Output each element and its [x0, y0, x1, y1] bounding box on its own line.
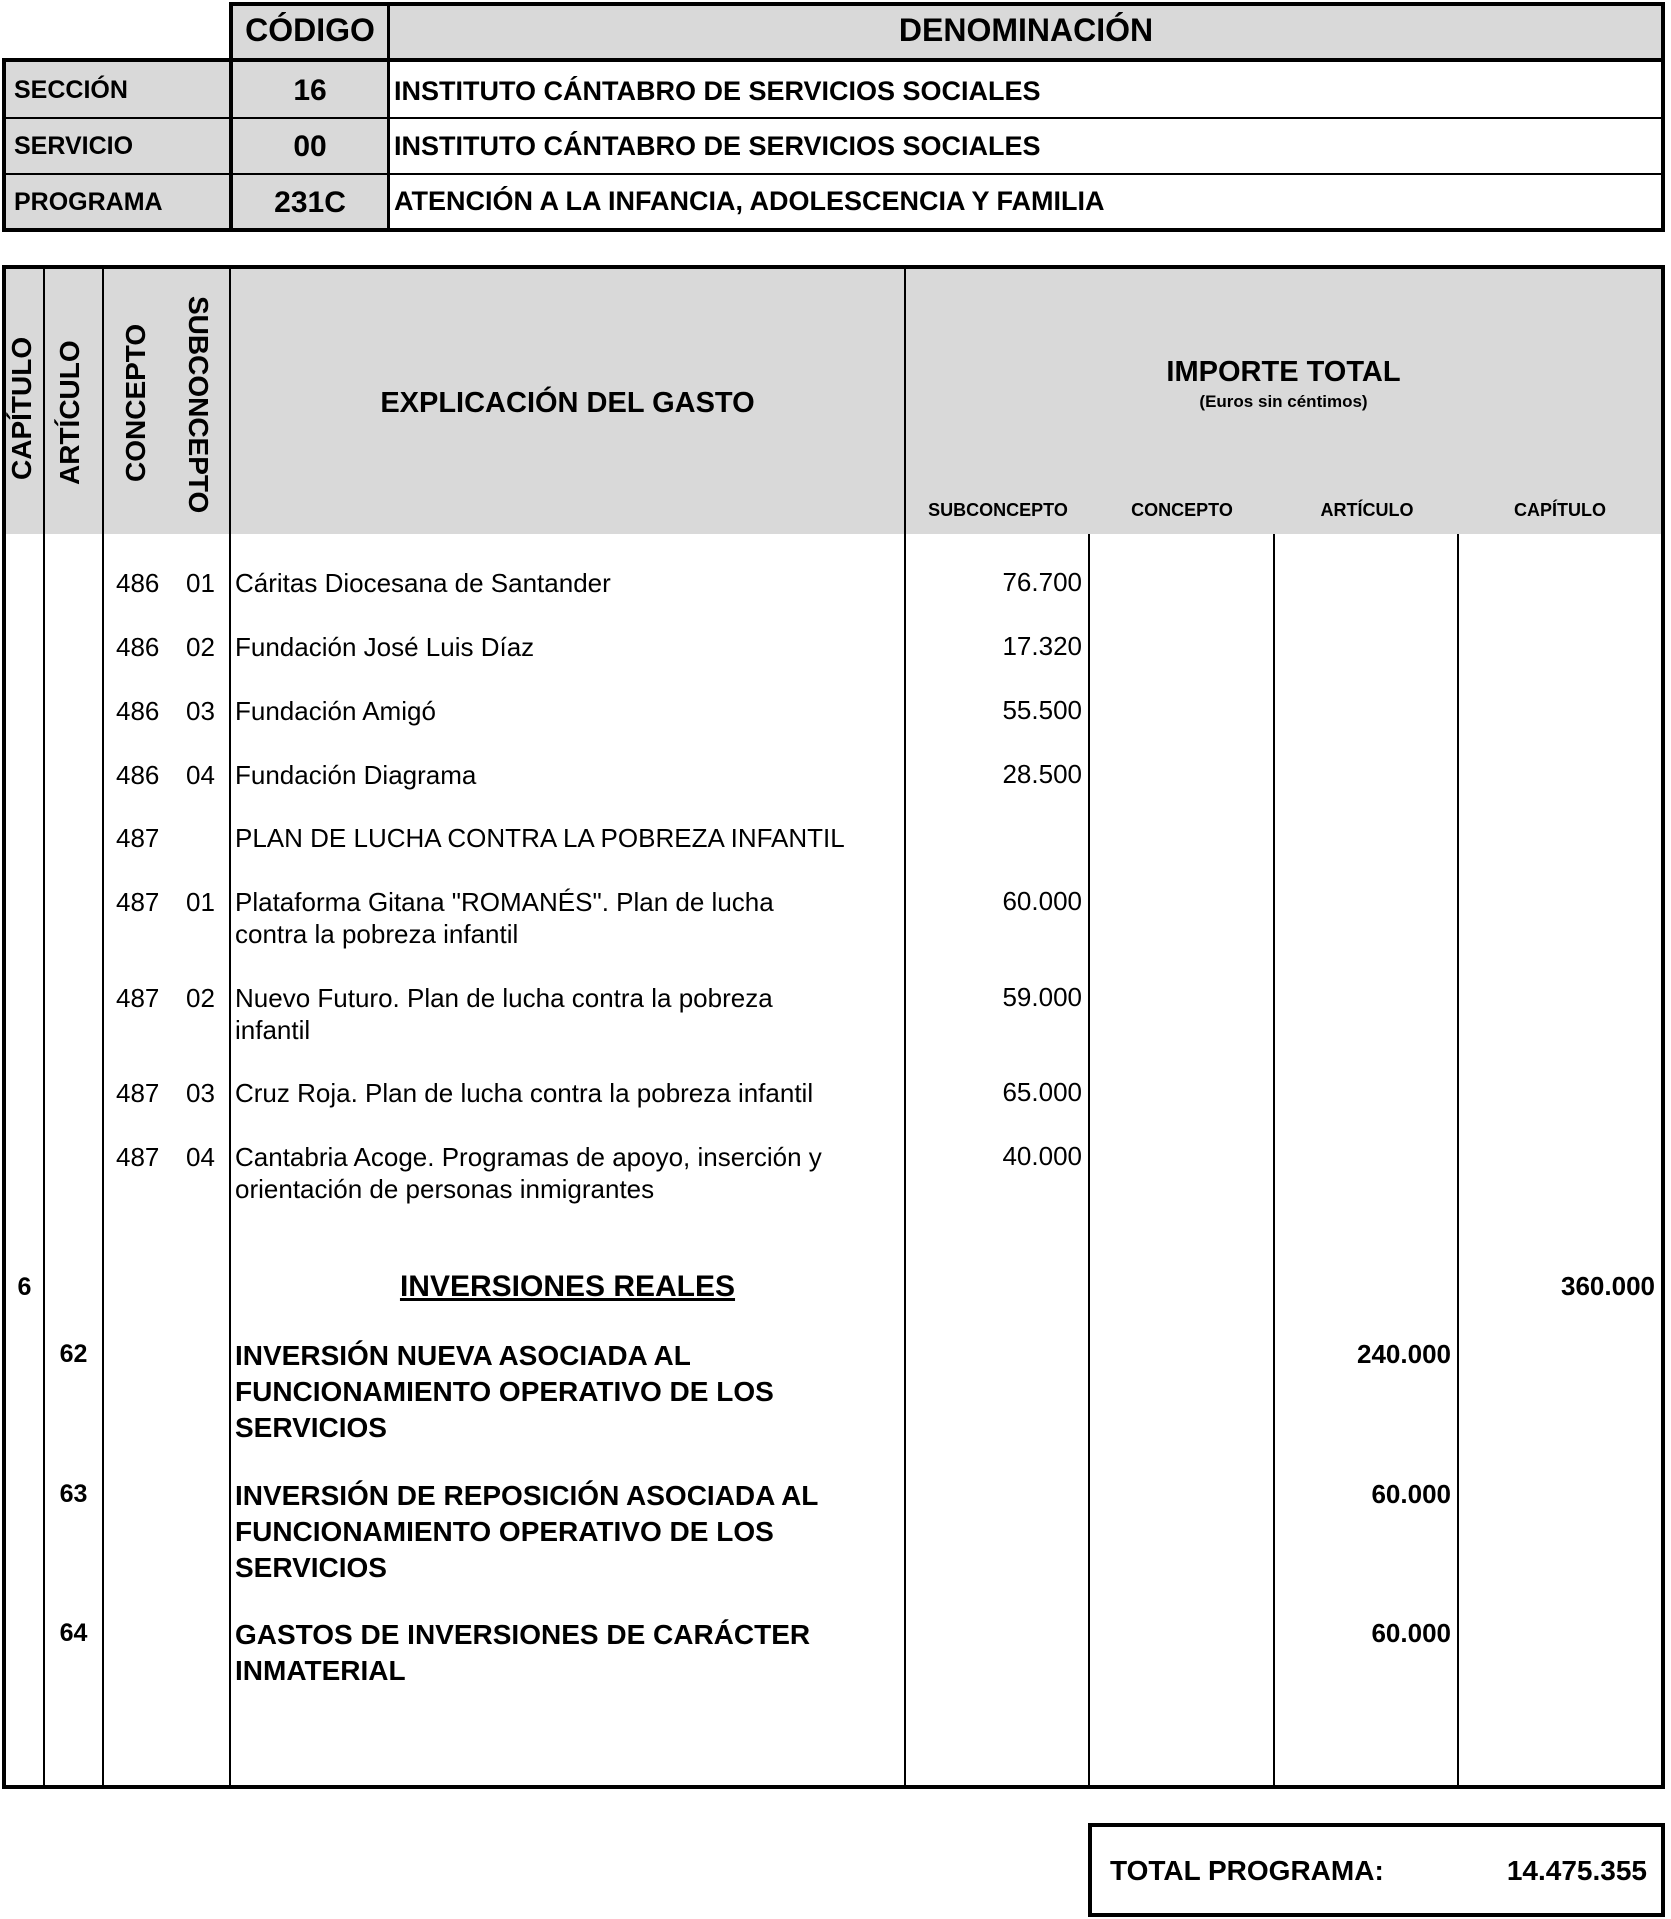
- amount-cell: 65.000: [1002, 1077, 1082, 1107]
- seccion-label: SECCIÓN: [14, 76, 128, 104]
- subconcepto-cell: 01: [186, 568, 215, 598]
- concepto-cell: 487: [116, 1142, 160, 1172]
- articulo-title: INVERSIÓN NUEVA ASOCIADA AL FUNCIONAMIENTO OPERATIVO DE LOS SERVICIOS: [235, 1340, 774, 1443]
- importe-total-header: IMPORTE TOTAL: [1166, 356, 1401, 388]
- articulo-amount: 60.000: [1371, 1479, 1451, 1509]
- subconcepto-cell: 04: [186, 760, 215, 790]
- subconcepto-header: SUBCONCEPTO: [183, 296, 214, 514]
- articulo-title: INVERSIÓN DE REPOSICIÓN ASOCIADA AL FUNCIONAMIENTO OPERATIVO DE LOS SERVICIOS: [235, 1480, 819, 1583]
- subconcepto-cell: 03: [186, 1078, 215, 1108]
- capitulo-amount: 360.000: [1561, 1271, 1655, 1301]
- programa-label: PROGRAMA: [14, 188, 163, 216]
- amount-cell: 28.500: [1002, 759, 1082, 789]
- explicacion-header: EXPLICACIÓN DEL GASTO: [380, 387, 755, 419]
- articulo-amount-header: ARTÍCULO: [1320, 500, 1414, 520]
- amount-cell: 60.000: [1002, 886, 1082, 916]
- amount-cell: 40.000: [1002, 1141, 1082, 1171]
- servicio-code: 00: [293, 130, 327, 163]
- codigo-header: CÓDIGO: [245, 12, 375, 48]
- importe-total-subtitle: (Euros sin céntimos): [1199, 392, 1368, 411]
- explicacion-cell: Fundación Amigó: [235, 696, 436, 726]
- subconcepto-cell: 02: [186, 632, 215, 662]
- concepto-cell: 486: [116, 696, 160, 726]
- concepto-cell: 486: [116, 632, 160, 662]
- amount-cell: 55.500: [1002, 695, 1082, 725]
- explicacion-cell: Plataforma Gitana "ROMANÉS". Plan de lucha contra la pobreza infantil: [235, 887, 774, 949]
- seccion-name: INSTITUTO CÁNTABRO DE SERVICIOS SOCIALES: [394, 76, 1041, 106]
- subconcepto-cell: 01: [186, 887, 215, 917]
- amount-cell: 17.320: [1002, 631, 1082, 661]
- amount-cell: 59.000: [1002, 982, 1082, 1012]
- capitulo-amount-header: CAPÍTULO: [1514, 500, 1606, 520]
- total-value: 14.475.355: [1506, 1855, 1647, 1886]
- subconcepto-cell: 03: [186, 696, 215, 726]
- amount-cell: 76.700: [1002, 567, 1082, 597]
- seccion-code: 16: [293, 74, 327, 107]
- capitulo-title: INVERSIONES REALES: [399, 1270, 736, 1303]
- explicacion-cell: Cantabria Acoge. Programas de apoyo, inserción y orientación de personas inmigrantes: [235, 1142, 822, 1204]
- concepto-amount-header: CONCEPTO: [1131, 500, 1233, 520]
- concepto-cell: 486: [116, 568, 160, 598]
- explicacion-cell: Fundación José Luis Díaz: [235, 632, 535, 662]
- servicio-label: SERVICIO: [14, 132, 134, 160]
- concepto-cell: 487: [116, 1078, 160, 1108]
- explicacion-cell: Nuevo Futuro. Plan de lucha contra la pobreza infantil: [235, 983, 773, 1045]
- concepto-header: CONCEPTO: [120, 323, 151, 482]
- articulo-header: ARTÍCULO: [54, 340, 85, 485]
- concepto-cell: 486: [116, 760, 160, 790]
- explicacion-cell: Cáritas Diocesana de Santander: [235, 568, 611, 598]
- capitulo-header: CAPÍTULO: [6, 336, 37, 480]
- articulo-title: GASTOS DE INVERSIONES DE CARÁCTER INMATERIAL: [235, 1619, 811, 1686]
- programa-code: 231C: [274, 186, 346, 219]
- articulo-cell: 62: [59, 1340, 88, 1368]
- explicacion-cell: Fundación Diagrama: [235, 760, 477, 790]
- subconcepto-cell: 04: [186, 1142, 215, 1172]
- concepto-cell: 487: [116, 887, 160, 917]
- explicacion-cell: Cruz Roja. Plan de lucha contra la pobreza infantil: [235, 1078, 814, 1108]
- total-label: TOTAL PROGRAMA:: [1110, 1855, 1384, 1886]
- concepto-cell: 487: [116, 983, 160, 1013]
- denominacion-header: DENOMINACIÓN: [898, 12, 1154, 48]
- subconcepto-amount-header: SUBCONCEPTO: [928, 500, 1068, 520]
- articulo-amount: 60.000: [1371, 1618, 1451, 1648]
- total-programa-box: [1088, 1823, 1665, 1917]
- subconcepto-cell: 02: [186, 983, 215, 1013]
- explicacion-cell: PLAN DE LUCHA CONTRA LA POBREZA INFANTIL: [235, 823, 845, 853]
- capitulo-cell: 6: [17, 1273, 32, 1301]
- articulo-cell: 64: [59, 1619, 88, 1647]
- articulo-cell: 63: [59, 1480, 88, 1508]
- servicio-name: INSTITUTO CÁNTABRO DE SERVICIOS SOCIALES: [394, 131, 1041, 161]
- programa-name: ATENCIÓN A LA INFANCIA, ADOLESCENCIA Y FAMILIA: [394, 186, 1105, 216]
- articulo-amount: 240.000: [1357, 1339, 1451, 1369]
- concepto-cell: 487: [116, 823, 160, 853]
